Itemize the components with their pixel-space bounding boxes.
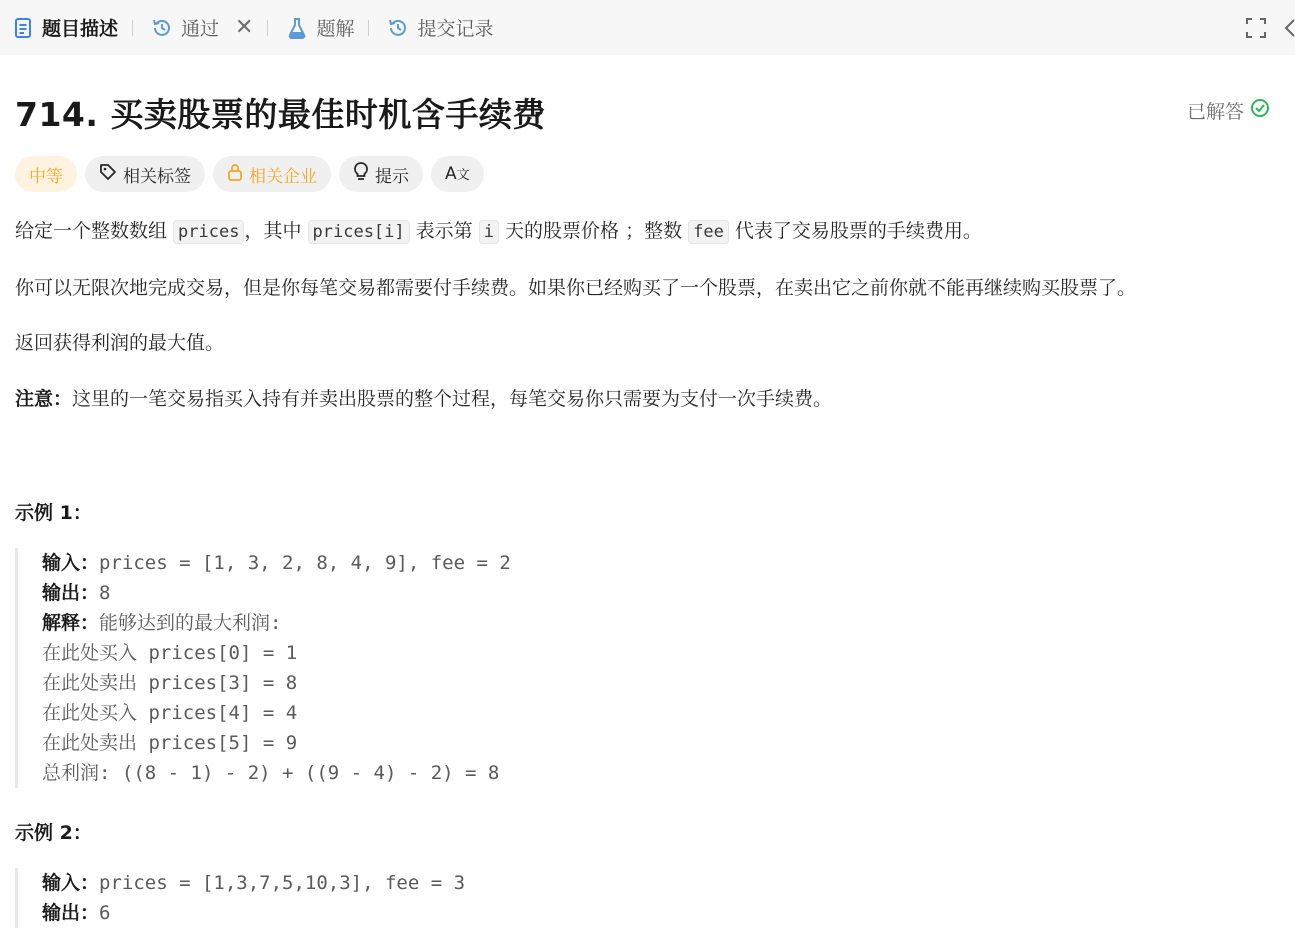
chevron-left-icon[interactable] (1283, 17, 1295, 39)
example-input: 输入：prices = [1, 3, 2, 8, 4, 9], fee = 2 (42, 552, 511, 574)
solved-label: 已解答 (1186, 101, 1244, 123)
flask-icon (286, 17, 308, 39)
description-paragraph-3: 返回获得利润的最大值。 (15, 332, 225, 354)
description-paragraph-2: 你可以无限次地完成交易，但是你每笔交易都需要付手续费。如果你已经购买了一个股票，在卖出它之前你就不能再继续购买股票了。 (15, 277, 1137, 299)
tab-solutions[interactable] (274, 0, 360, 55)
example-1-block (15, 548, 511, 788)
example-explanation-line: 在此处买入 prices[4] = 4 (42, 702, 298, 724)
tag-row (15, 156, 484, 192)
tab-bar (0, 0, 1295, 55)
close-icon[interactable]: ✕ (235, 15, 254, 40)
tab-description-label: 题目描述 (42, 18, 119, 40)
related-tags-label: 相关标签 (123, 166, 191, 187)
problem-title: 714. 买卖股票的最佳时机含手续费 (15, 95, 546, 134)
example-explanation-line: 总利润: ((8 - 1) - 2) + ((9 - 4) - 2) = 8 (42, 762, 500, 784)
difficulty-label: 中等 (29, 166, 63, 187)
hint-button[interactable] (339, 156, 423, 192)
example-2-block (15, 868, 465, 928)
fullscreen-icon[interactable] (1245, 17, 1267, 39)
check-circle-icon (1250, 98, 1270, 123)
tab-submissions[interactable] (375, 0, 499, 55)
related-companies-button[interactable] (213, 156, 331, 192)
inline-code: fee (688, 220, 729, 244)
history-icon (151, 17, 173, 39)
tab-divider (267, 20, 268, 36)
related-companies-label: 相关企业 (249, 166, 317, 187)
tab-description[interactable] (0, 0, 124, 55)
example-output: 输出：8 (42, 582, 111, 604)
tab-solutions-label: 题解 (316, 18, 355, 40)
document-icon (12, 17, 34, 39)
history-icon (387, 17, 409, 39)
example-explanation-line: 在此处卖出 prices[3] = 8 (42, 672, 298, 694)
hint-label: 提示 (375, 166, 409, 187)
tab-accepted-label: 通过 (181, 18, 220, 40)
description-note (15, 384, 832, 414)
example-explanation-line: 在此处买入 prices[0] = 1 (42, 642, 298, 664)
title-row (15, 89, 1280, 133)
note-text: 这里的一笔交易指买入持有并卖出股票的整个过程，每笔交易你只需要为支付一次手续费。 (72, 388, 833, 410)
related-tags-button[interactable] (85, 156, 205, 192)
tag-icon (99, 163, 117, 186)
tab-divider (368, 20, 369, 36)
example-output: 输出：6 (42, 902, 111, 924)
example-input: 输入：prices = [1,3,7,5,10,3], fee = 3 (42, 872, 466, 894)
tab-accepted[interactable] (139, 0, 259, 55)
translate-button[interactable] (431, 156, 484, 192)
translate-icon: A文 (445, 164, 470, 184)
example-1-title: 示例 1： (15, 502, 92, 524)
example-2-title: 示例 2： (15, 822, 92, 844)
tab-divider (132, 20, 133, 36)
example-explanation-line: 在此处卖出 prices[5] = 9 (42, 732, 298, 754)
inline-code: prices (173, 220, 244, 244)
solved-status (1187, 97, 1270, 124)
description-paragraph-1: 给定一个整数数组 prices ，其中 prices[i] 表示第 i 天的股票价格 ；整数 fee 代表了交易股票的手续费用。 (15, 220, 982, 242)
lock-icon (227, 163, 243, 186)
difficulty-badge (15, 156, 77, 192)
lightbulb-icon (353, 162, 369, 187)
inline-code: i (479, 220, 499, 244)
example-explanation: 解释：能够达到的最大利润: (42, 612, 282, 634)
note-label: 注意： (15, 388, 73, 410)
tab-submissions-label: 提交记录 (417, 18, 494, 40)
inline-code: prices[i] (308, 220, 410, 244)
